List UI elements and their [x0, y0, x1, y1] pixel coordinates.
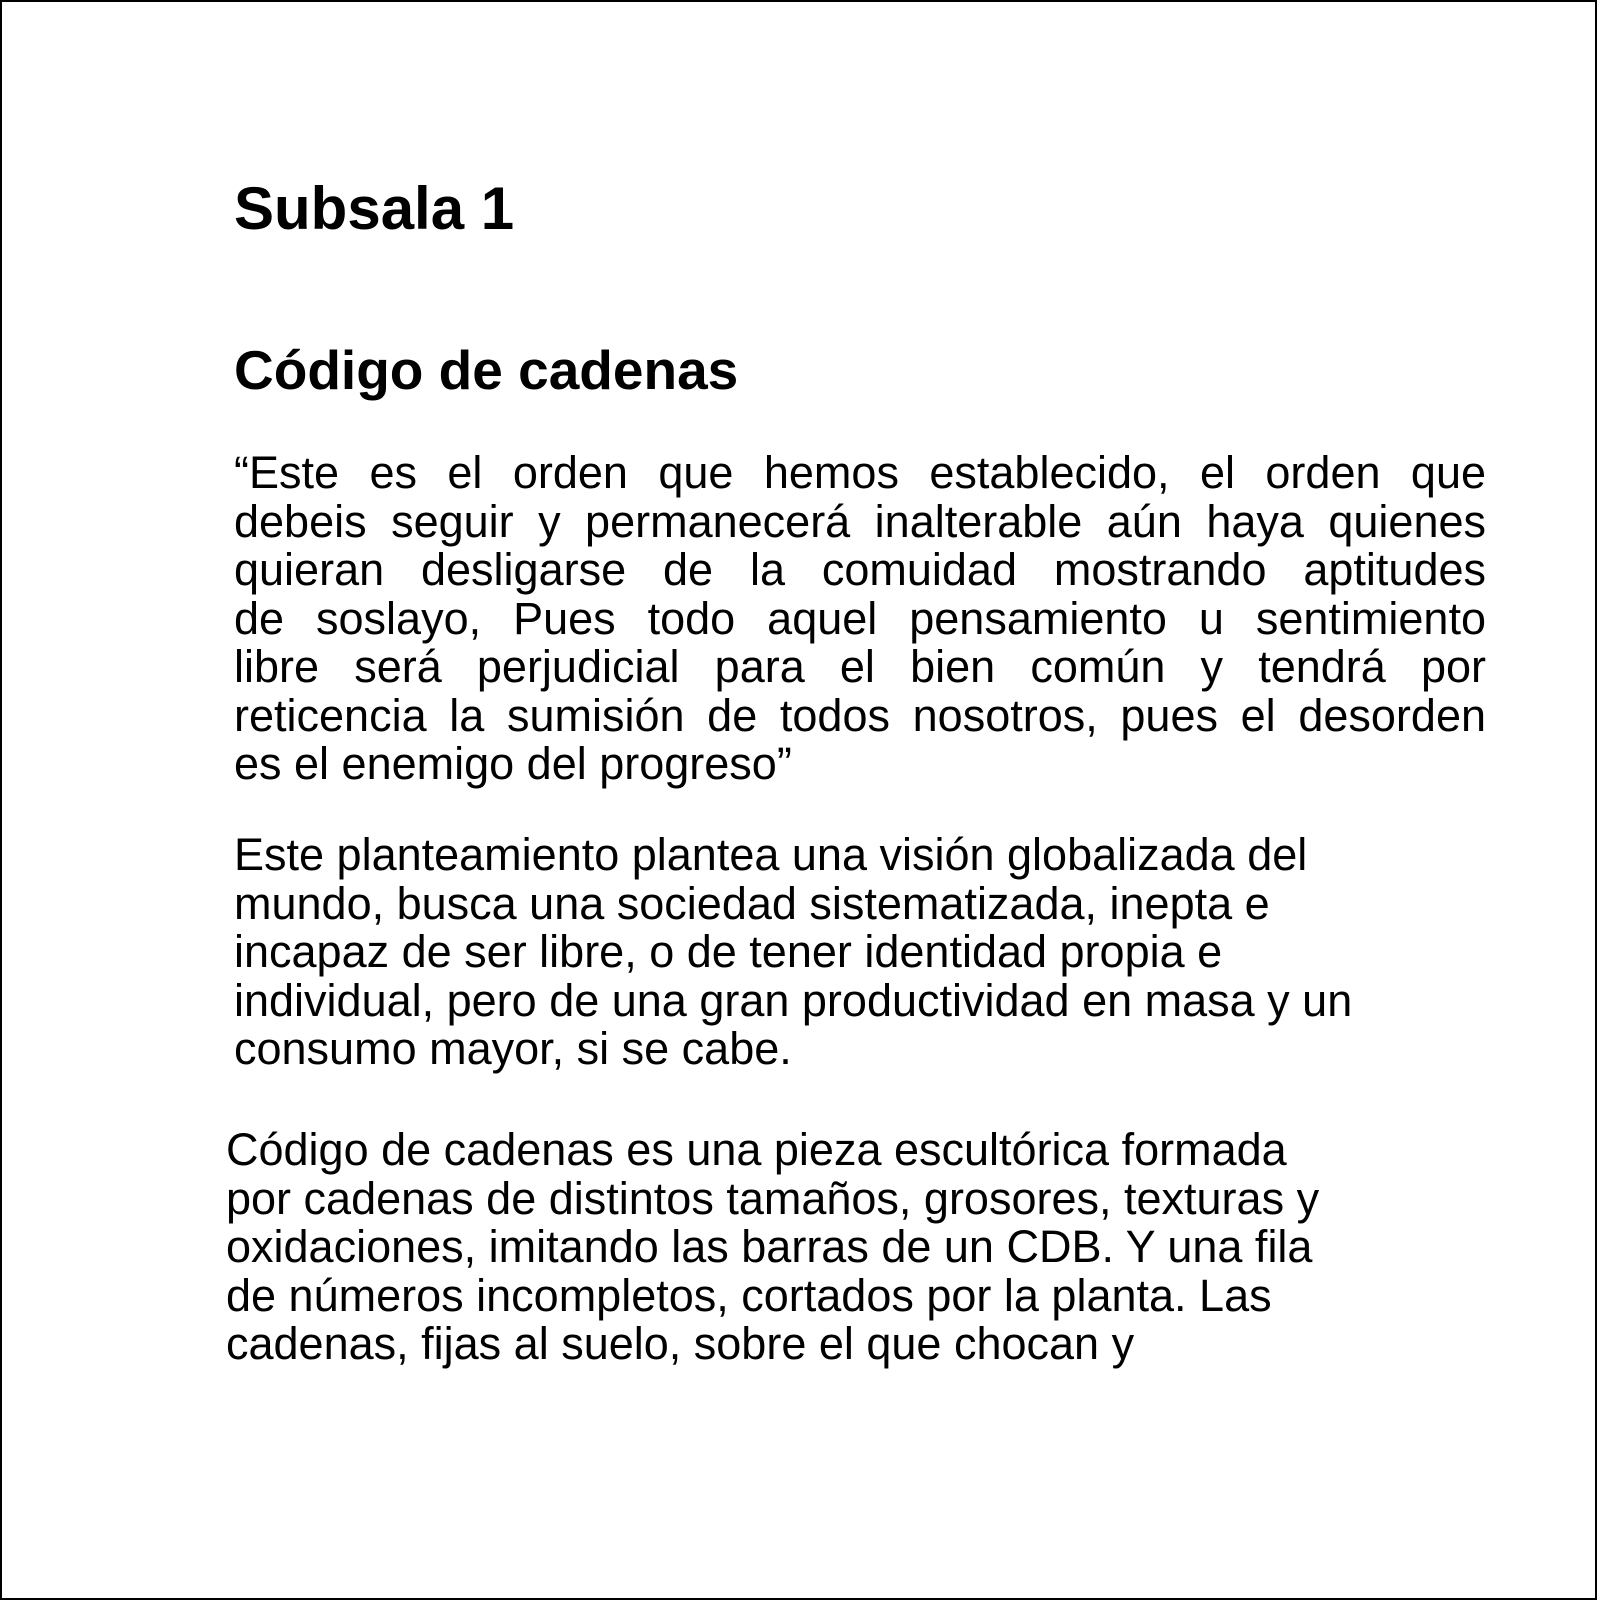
paragraph-line: cadenas, fijas al suelo, sobre el que chocan y: [226, 1318, 1135, 1369]
paragraph-line: mundo, busca una sociedad sistematizada, inepta e: [234, 877, 1270, 929]
page-title: Subsala 1: [234, 175, 515, 242]
paragraph-line: oxidaciones, imitando las barras de un CDB. Y una fila: [226, 1221, 1313, 1272]
quote-paragraph: [234, 449, 1486, 789]
paragraph-line: Código de cadenas es una pieza escultórica formada: [226, 1124, 1287, 1175]
paragraph-line: de números incompletos, cortados por la planta. Las: [226, 1269, 1272, 1321]
quote-line: quieran desligarse de la comuidad mostrando aptitudes: [234, 544, 1486, 595]
quote-line: “Este es el orden que hemos establecido, el orden que: [234, 447, 1486, 498]
paragraph-line: incapaz de ser libre, o de tener identidad propia e: [234, 926, 1223, 977]
section-heading: Código de cadenas: [234, 339, 739, 401]
body-paragraph-2: [234, 831, 1486, 1074]
paragraph-line: por cadenas de distintos tamaños, grosores, texturas y: [226, 1172, 1320, 1224]
quote-line: debeis seguir y permanecerá inalterable aún haya quienes: [234, 495, 1486, 547]
paragraph-line: consumo mayor, si se cabe.: [234, 1023, 792, 1074]
quote-line: reticencia la sumisión de todos nosotros, pues el desorden: [234, 689, 1486, 741]
quote-line: de soslayo, Pues todo aquel pensamiento u sentimiento: [234, 592, 1486, 644]
paragraph-line: individual, pero de una gran productividad en masa y un: [234, 974, 1353, 1026]
body-paragraph-3: [226, 1126, 1488, 1369]
quote-line: es el enemigo del progreso”: [234, 738, 792, 789]
paragraph-line: Este planteamiento plantea una visión globalizada del: [234, 829, 1308, 880]
quote-line: libre será perjudicial para el bien común y tendrá por: [234, 641, 1486, 692]
